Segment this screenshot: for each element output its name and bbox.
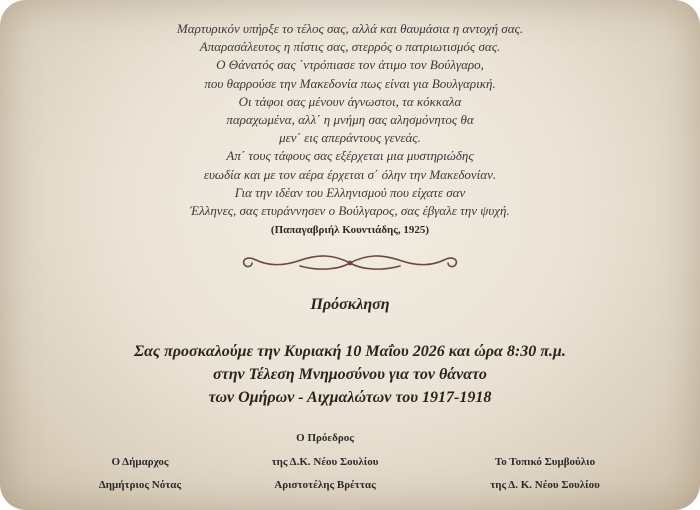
poem-line: παραχωμένα, αλλ΄ η μνήμη σας αλησμόνητος θα xyxy=(226,112,474,128)
invitation-line: στην Τέλεση Μνημοσύνου για τον θάνατο xyxy=(213,366,487,383)
president-community: της Δ.Κ. Νέου Σουλίου xyxy=(271,456,379,468)
poem-line: Μαρτυρικόν υπήρξε το τέλος σας, αλλά και θαυμάσια η αντοχή σας. xyxy=(176,21,524,36)
president-role: Ο Πρόεδρος xyxy=(296,432,354,444)
poem-line: Για την ιδέαν του Ελληνισμού που είχατε σαν xyxy=(234,184,466,200)
invitation-line: των Ομήρων - Αιχμαλώτων του 1917-1918 xyxy=(208,389,492,406)
poem-line: που θαρρούσε την Μακεδονία πως είναι για Βουλγαρική. xyxy=(204,75,496,91)
poem-author: (Παπαγαβριήλ Κουντιάδης, 1925) xyxy=(270,224,430,236)
mayor-role: Ο Δήμαρχος xyxy=(111,456,169,468)
poem-line: Οι τάφοι σας μένουν άγνωστοι, τα κόκκαλα xyxy=(238,93,462,109)
council-role: Το Τοπικό Συμβούλιο xyxy=(494,456,596,468)
poem-line: Ο Θάνατός σας ΄ντρόπιασε τον άτιμο τον Βούλγαρο, xyxy=(216,57,484,73)
poem-line: Έλληνες, σας ετυράννησεν ο Βούλγαρος, σας έβγαλε την ψυχή. xyxy=(190,203,510,219)
poem-line: Απ΄ τους τάφους σας εξέρχεται μια μυστηριώδης xyxy=(226,148,474,164)
flourish-divider-icon xyxy=(238,252,462,274)
invitation-title: Πρόσκληση xyxy=(310,296,390,313)
invitation-text xyxy=(40,340,660,409)
poem-text xyxy=(90,20,610,220)
council-community: της Δ. Κ. Νέου Σουλίου xyxy=(490,479,600,491)
president-name: Αριστοτέλης Βρέττας xyxy=(274,479,376,491)
mayor-name: Δημήτριος Νότας xyxy=(98,479,182,491)
poem-line: ευωδία και με τον αέρα έρχεται σ΄ όλην την Μακεδονίαν. xyxy=(203,166,497,182)
poem-line: μεν΄ εις απεράντους γενεάς. xyxy=(279,130,421,146)
poem-line: Απαρασάλευτος η πίστις σας, στερρός ο πατριωτισμός σας. xyxy=(199,39,501,55)
invitation-line: Σας προσκαλούμε την Κυριακή 10 Μαΐου 2026 και ώρα 8:30 π.μ. xyxy=(134,343,566,360)
